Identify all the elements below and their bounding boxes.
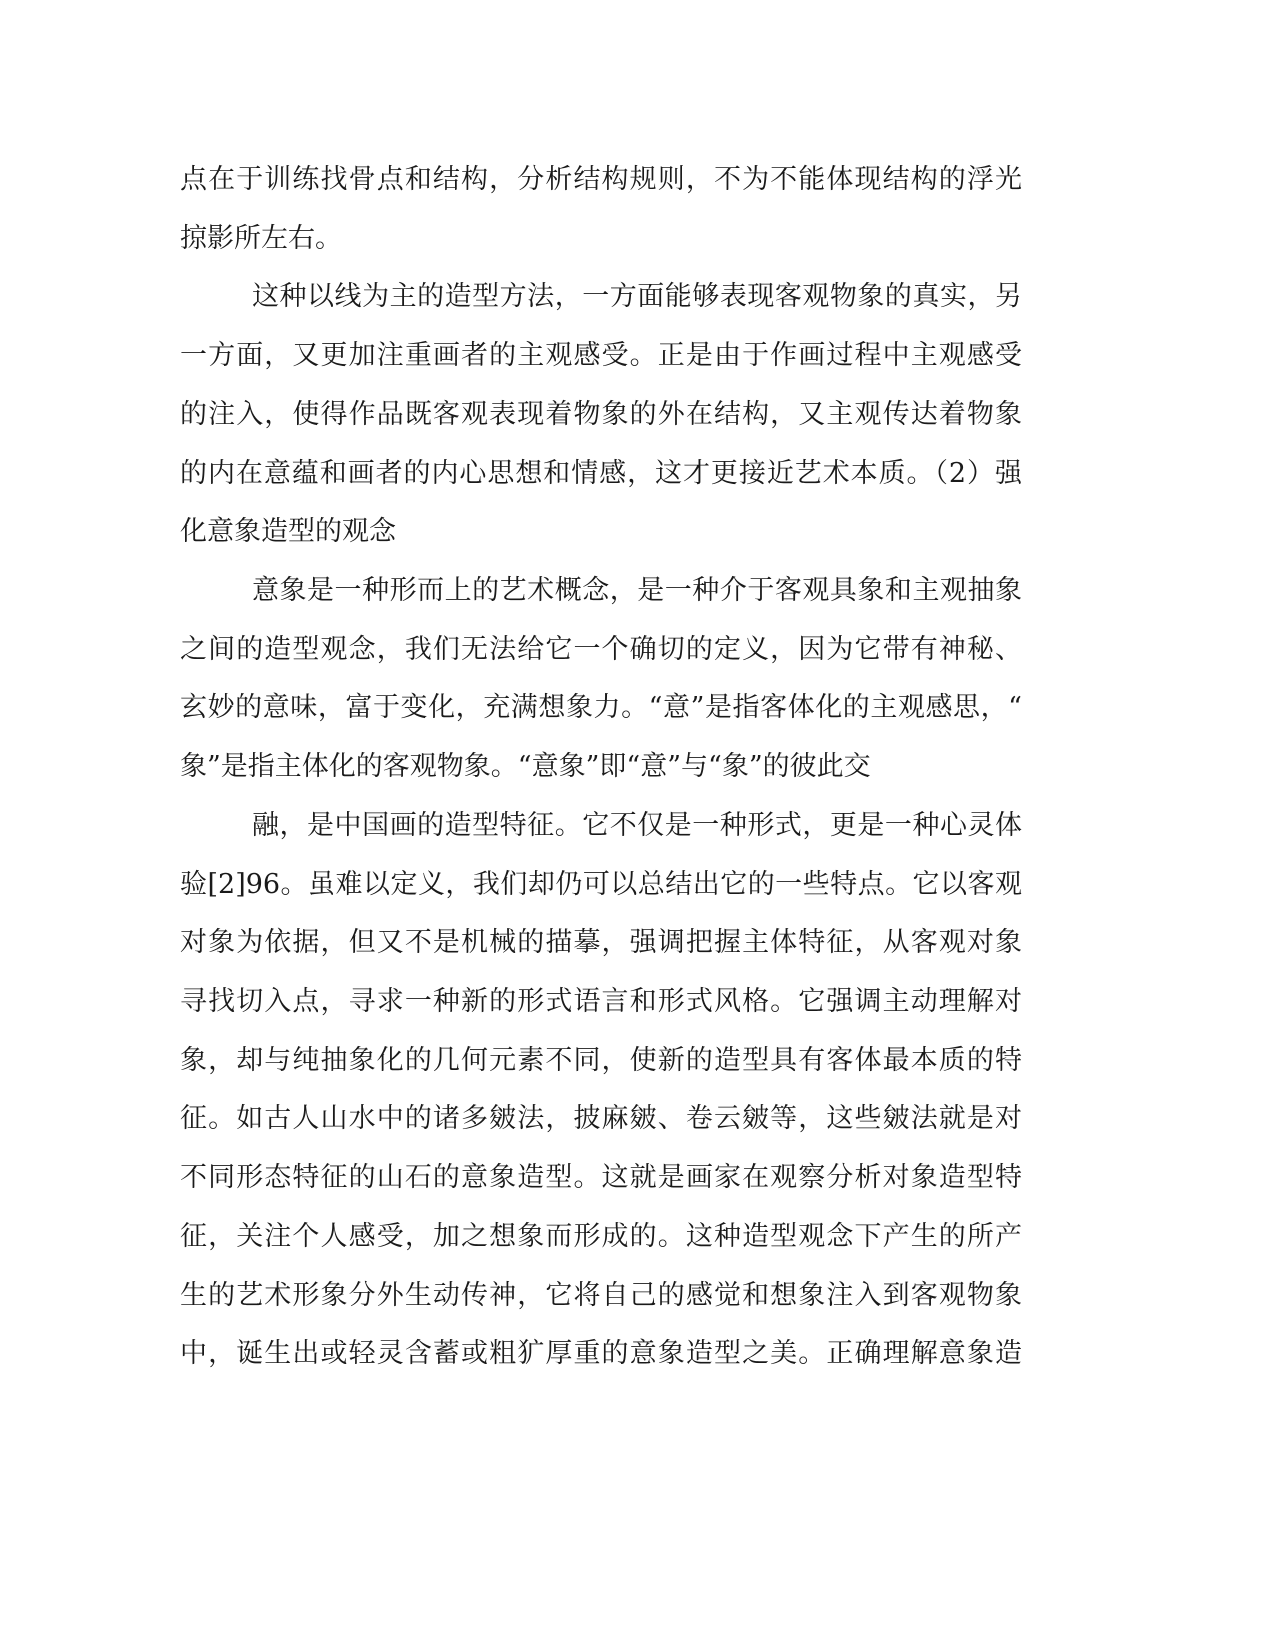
text-line: 征。如古人山水中的诸多皴法，披麻皴、卷云皴等，这些皴法就是对 bbox=[180, 1103, 1022, 1134]
text-line: 意象是一种形而上的艺术概念，是一种介于客观具象和主观抽象 bbox=[252, 575, 1022, 606]
text-line: 寻找切入点，寻求一种新的形式语言和形式风格。它强调主动理解对 bbox=[180, 986, 1022, 1017]
text-line: 融，是中国画的造型特征。它不仅是一种形式，更是一种心灵体 bbox=[252, 810, 1022, 841]
text-line: 之间的造型观念，我们无法给它一个确切的定义，因为它带有神秘、 bbox=[180, 634, 1022, 665]
text-line: 的内在意蕴和画者的内心思想和情感，这才更接近艺术本质。（2）强 bbox=[180, 458, 1022, 489]
text-line: 中，诞生出或轻灵含蓄或粗犷厚重的意象造型之美。正确理解意象造 bbox=[180, 1338, 1022, 1369]
text-line: 化意象造型的观念 bbox=[180, 516, 396, 547]
text-line: 验[2]96。虽难以定义，我们却仍可以总结出它的一些特点。它以客观 bbox=[180, 869, 1022, 900]
text-line: 一方面，又更加注重画者的主观感受。正是由于作画过程中主观感受 bbox=[180, 340, 1022, 371]
text-line: 生的艺术形象分外生动传神，它将自己的感觉和想象注入到客观物象 bbox=[180, 1280, 1022, 1311]
text-line: 掠影所左右。 bbox=[180, 223, 342, 254]
text-line: 点在于训练找骨点和结构，分析结构规则，不为不能体现结构的浮光 bbox=[180, 164, 1022, 195]
text-line: 的注入，使得作品既客观表现着物象的外在结构，又主观传达着物象 bbox=[180, 399, 1022, 430]
text-line: 对象为依据，但又不是机械的描摹，强调把握主体特征，从客观对象 bbox=[180, 927, 1022, 958]
text-line: 这种以线为主的造型方法，一方面能够表现客观物象的真实，另 bbox=[252, 281, 1022, 312]
text-line: 象”是指主体化的客观物象。“意象”即“意”与“象”的彼此交 bbox=[180, 751, 871, 782]
text-line: 不同形态特征的山石的意象造型。这就是画家在观察分析对象造型特 bbox=[180, 1162, 1022, 1193]
text-line: 玄妙的意味，富于变化，充满想象力。“意”是指客体化的主观感思，“ bbox=[180, 692, 1022, 723]
text-line: 象，却与纯抽象化的几何元素不同，使新的造型具有客体最本质的特 bbox=[180, 1045, 1022, 1076]
text-line: 征，关注个人感受，加之想象而形成的。这种造型观念下产生的所产 bbox=[180, 1221, 1022, 1252]
